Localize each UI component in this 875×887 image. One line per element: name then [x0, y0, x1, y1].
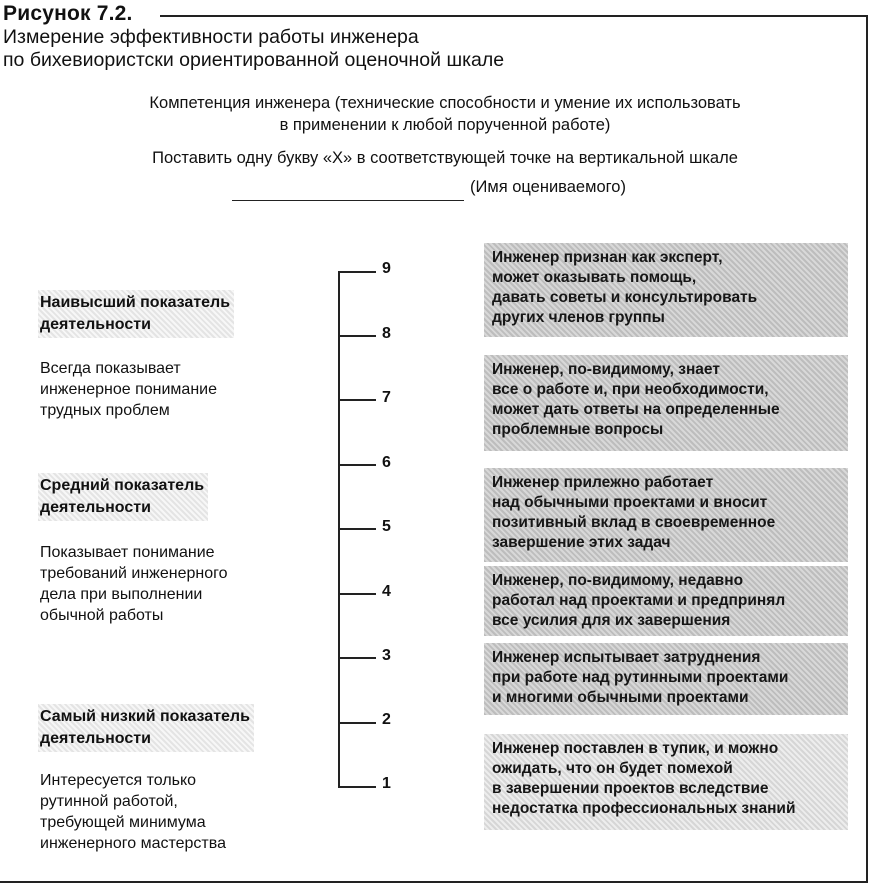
- anchor-line: позитивный вклад в своевременное: [492, 514, 776, 531]
- name-label: (Имя оцениваемого): [470, 178, 626, 196]
- level-description-line: инженерное понимание: [40, 381, 217, 398]
- level-heading-line: Самый низкий показатель: [40, 708, 250, 725]
- level-description-average: [40, 542, 290, 626]
- level-description-line: требований инженерного: [40, 565, 228, 582]
- scale-tick[interactable]: [338, 528, 376, 530]
- anchor-line: все о работе и, при необходимости,: [492, 381, 769, 398]
- anchor-line: все усилия для их завершения: [492, 612, 731, 629]
- anchor-line: ожидать, что он будет помехой: [492, 760, 733, 777]
- level-description-lowest: [40, 770, 290, 854]
- competence-description: [60, 92, 830, 136]
- level-heading-line: Средний показатель: [40, 477, 205, 494]
- level-description-line: рутинной работой,: [40, 793, 178, 810]
- frame-bottom-border: [0, 881, 868, 883]
- scale-point-label: 9: [382, 260, 391, 277]
- scale-point-label: 2: [382, 711, 391, 728]
- scale-point-label: 3: [382, 647, 391, 664]
- level-heading-line: деятельности: [40, 730, 151, 747]
- anchor-line: над обычными проектами и вносит: [492, 494, 768, 511]
- scale-point-label: 1: [382, 775, 391, 792]
- anchor-line: завершение этих задач: [492, 534, 671, 551]
- figure-label: Рисунок 7.2.: [3, 2, 133, 25]
- anchor-line: Инженер поставлен в тупик, и можно: [492, 740, 779, 757]
- scale-tick[interactable]: [338, 657, 376, 659]
- scale-tick[interactable]: [338, 593, 376, 595]
- figure-title-line: Измерение эффективности работы инженера: [3, 26, 419, 48]
- level-description-line: Интересуется только: [40, 772, 197, 789]
- level-heading-highest: [38, 290, 234, 338]
- level-description-line: Всегда показывает: [40, 360, 181, 377]
- competence-line: в применении к любой порученной работе): [279, 116, 611, 134]
- anchor-line: может оказывать помощь,: [492, 269, 697, 286]
- figure-title-line: по бихевиористски ориентированной оценочной шкале: [3, 49, 505, 71]
- anchor-line: других членов группы: [492, 309, 665, 326]
- behavior-anchor: [484, 566, 848, 636]
- scale-point-label: 8: [382, 325, 391, 342]
- anchor-line: Инженер испытывает затруднения: [492, 649, 761, 666]
- level-description-line: обычной работы: [40, 607, 164, 624]
- name-input-line[interactable]: [232, 200, 464, 201]
- behavior-anchor: [484, 734, 848, 830]
- behavior-anchor: [484, 243, 848, 337]
- scale-point-label: 6: [382, 454, 391, 471]
- anchor-line: проблемные вопросы: [492, 421, 664, 438]
- anchor-line: давать советы и консультировать: [492, 289, 758, 306]
- level-description-line: требующей минимума: [40, 814, 206, 831]
- scale-tick[interactable]: [338, 335, 376, 337]
- level-heading-line: Наивысший показатель: [40, 294, 231, 311]
- frame-right-border: [866, 15, 868, 883]
- anchor-line: Инженер прилежно работает: [492, 474, 714, 491]
- anchor-line: Инженер признан как эксперт,: [492, 249, 723, 266]
- level-heading-lowest: [38, 704, 254, 752]
- scale-tick[interactable]: [338, 464, 376, 466]
- behavior-anchor: [484, 468, 848, 562]
- anchor-line: Инженер, по-видимому, знает: [492, 361, 720, 378]
- level-description-highest: [40, 358, 290, 421]
- instruction-text: Поставить одну букву «X» в соответствующей точке на вертикальной шкале: [152, 149, 738, 167]
- behavior-anchor: [484, 643, 848, 715]
- level-description-line: инженерного мастерства: [40, 835, 226, 852]
- anchor-line: Инженер, по-видимому, недавно: [492, 572, 744, 589]
- scale-tick[interactable]: [338, 271, 376, 273]
- scale-point-label: 4: [382, 583, 391, 600]
- level-description-line: дела при выполнении: [40, 586, 203, 603]
- level-description-line: Показывает понимание: [40, 544, 215, 561]
- scale-tick[interactable]: [338, 786, 376, 788]
- scale-point-label: 5: [382, 518, 391, 535]
- anchor-line: в завершении проектов вследствие: [492, 780, 769, 797]
- level-description-line: трудных проблем: [40, 402, 170, 419]
- anchor-line: недостатка профессиональных знаний: [492, 800, 796, 817]
- anchor-line: работал над проектами и предпринял: [492, 592, 786, 609]
- figure-title: [3, 26, 723, 72]
- scale-point-label: 7: [382, 389, 391, 406]
- behavior-anchor: [484, 355, 848, 451]
- anchor-line: при работе над рутинными проектами: [492, 669, 789, 686]
- scale-tick[interactable]: [338, 399, 376, 401]
- level-heading-average: [38, 473, 208, 521]
- anchor-line: может дать ответы на определенные: [492, 401, 780, 418]
- competence-line: Компетенция инженера (технические способности и умение их использовать: [149, 94, 741, 112]
- frame-top-border: [160, 15, 867, 17]
- scale-tick[interactable]: [338, 722, 376, 724]
- level-heading-line: деятельности: [40, 499, 151, 516]
- level-heading-line: деятельности: [40, 316, 151, 333]
- anchor-line: и многими обычными проектами: [492, 689, 749, 706]
